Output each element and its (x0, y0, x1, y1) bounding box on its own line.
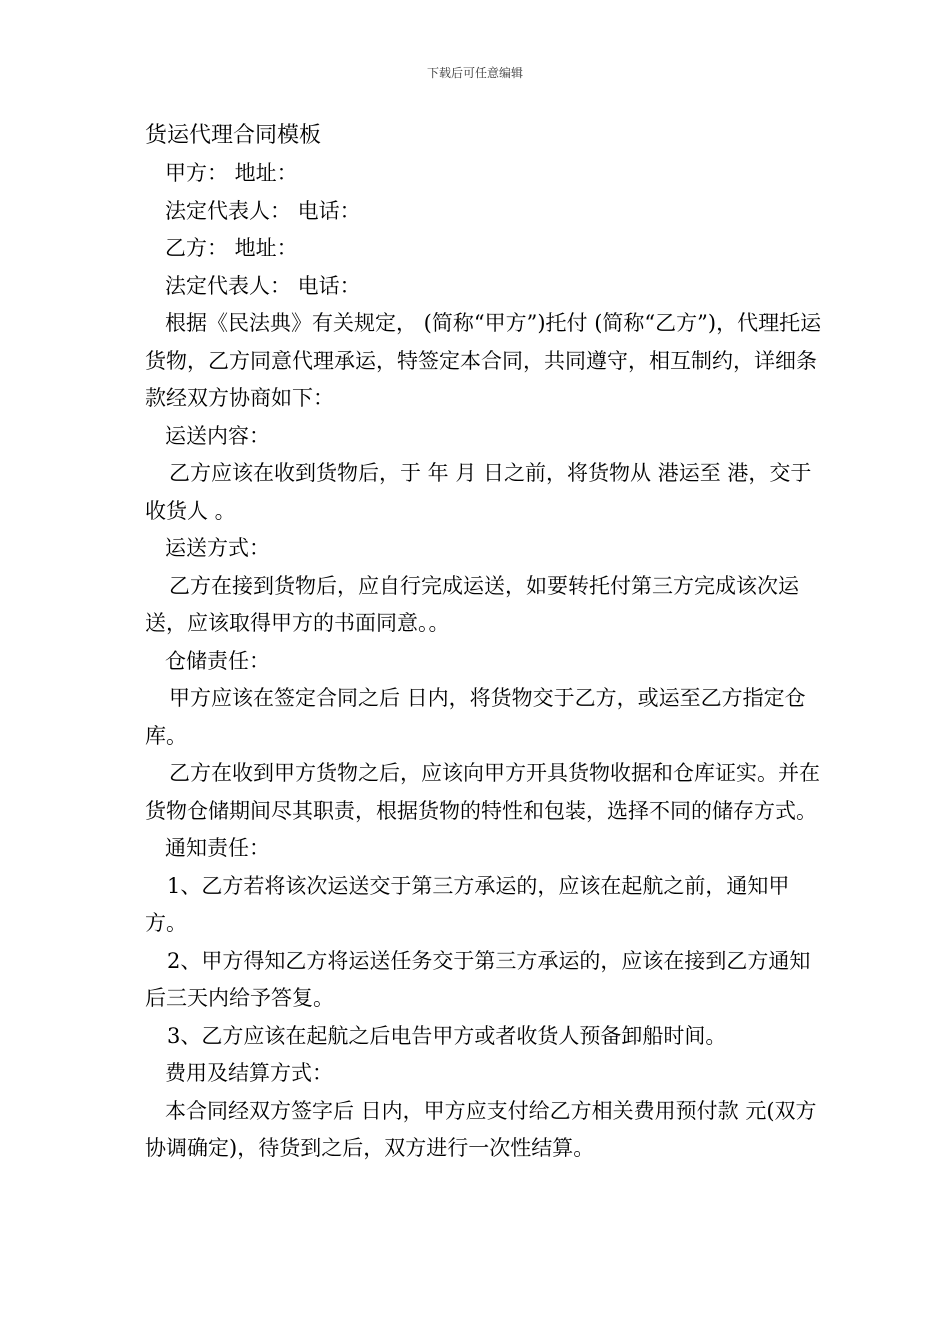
party-b-address: 乙方： 地址： (165, 236, 298, 260)
document-title: 货运代理合同模板 (145, 123, 322, 148)
party-a-address: 甲方： 地址： (165, 161, 298, 185)
section-heading-storage: 仓储责任： (165, 648, 270, 673)
content-paragraph: 乙方应该在收到货物后，于 年 月 日之前，将货物从 港运至 港，交于收货人 。 (145, 461, 812, 523)
document-body (145, 155, 825, 1168)
party-a-representative: 法定代表人： 电话： (165, 198, 361, 223)
fees-paragraph: 本合同经双方签字后 日内，甲方应支付给乙方相关费用预付款 元(双方协调确定)，待货到之后，双方进行一次性结算。 (145, 1098, 817, 1160)
notice-item-2: 2、甲方得知乙方将运送任务交于第三方承运的，应该在接到乙方通知后三天内给予答复。 (145, 948, 811, 1010)
storage-paragraph-1: 甲方应该在签定合同之后 日内，将货物交于乙方，或运至乙方指定仓库。 (145, 686, 806, 748)
section-heading-fees: 费用及结算方式： (165, 1061, 333, 1085)
preamble-paragraph: 根据《民法典》有关规定， (简称“甲方”)托付 (简称“乙方”)，代理托运 货物，乙方同意代理承运，特签定本合同，共同遵守，相互制约，详细条款经双方协商如下： (145, 311, 822, 410)
notice-item-3: 3、乙方应该在起航之后电告甲方或者收货人预备卸船时间。 (167, 1023, 727, 1048)
notice-item-1: 1、乙方若将该次运送交于第三方承运的，应该在起航之前，通知甲方。 (145, 873, 790, 935)
section-heading-method: 运送方式： (165, 536, 270, 560)
method-paragraph: 乙方在接到货物后，应自行完成运送，如要转托付第三方完成该次运送，应该取得甲方的书面同意。。 (145, 573, 799, 635)
section-heading-notice: 通知责任： (165, 836, 270, 860)
header-note: 下载后可任意编辑 (426, 66, 523, 80)
storage-paragraph-2: 乙方在收到甲方货物之后，应该向甲方开具货物收据和仓库证实。并在货物仓储期间尽其职责，根据货物的特性和包装，选择不同的储存方式。 (145, 761, 820, 823)
section-heading-content: 运送内容： (165, 423, 270, 448)
party-b-representative: 法定代表人： 电话： (165, 273, 361, 298)
